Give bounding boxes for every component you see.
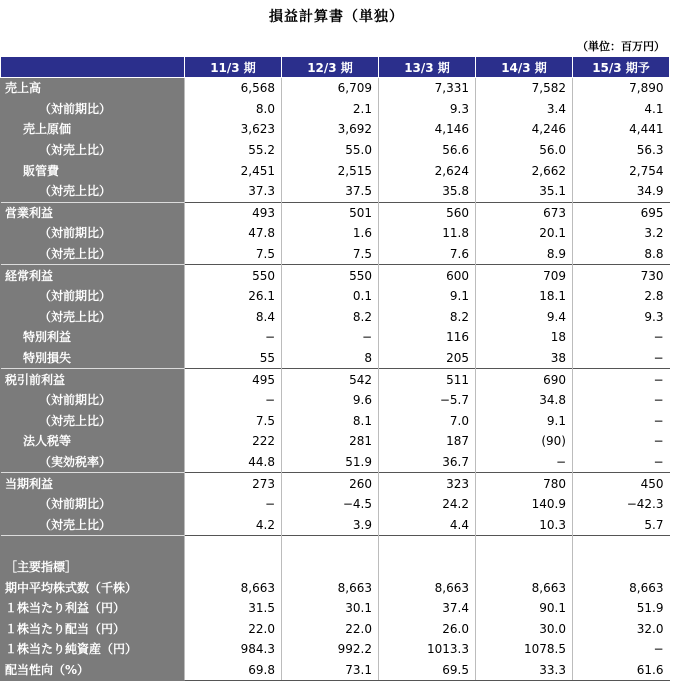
row-label: （対前期比） (1, 494, 185, 515)
table-row (1, 598, 670, 619)
table-row (1, 514, 670, 535)
cell-value: 22.0 (282, 618, 379, 639)
cell-value: 51.9 (282, 452, 379, 473)
cell-value: 4.4 (379, 514, 476, 535)
cell-value: 3.2 (573, 223, 670, 244)
cell-value: 695 (573, 202, 670, 223)
cell-value: 4,146 (379, 119, 476, 140)
row-label: （対売上比） (1, 140, 185, 161)
table-row (1, 202, 670, 223)
cell-value: 1078.5 (476, 639, 573, 660)
row-label: 当期利益 (1, 473, 185, 494)
cell-value: 37.4 (379, 598, 476, 619)
column-header: 11/3 期 (185, 57, 282, 78)
cell-value: 31.5 (185, 598, 282, 619)
cell-value: 8 (282, 348, 379, 369)
cell-value (282, 536, 379, 557)
row-label: （対売上比） (1, 411, 185, 432)
unit-note: （単位：百万円） (577, 40, 665, 53)
cell-value: 9.4 (476, 307, 573, 328)
row-label: １株当たり利益（円） (1, 598, 185, 619)
table-row (1, 160, 670, 181)
cell-value (185, 557, 282, 578)
cell-value: 4,246 (476, 119, 573, 140)
cell-value: 8,663 (185, 577, 282, 598)
page-title: 損益計算書（単独） (269, 9, 404, 25)
cell-value: 690 (476, 369, 573, 390)
row-label: 配当性向（%） (1, 660, 185, 681)
row-label: （対売上比） (1, 181, 185, 202)
cell-value (573, 536, 670, 557)
cell-value: 2,754 (573, 160, 670, 181)
cell-value: 26.0 (379, 618, 476, 639)
cell-value: − (573, 369, 670, 390)
cell-value: 222 (185, 431, 282, 452)
cell-value: 709 (476, 265, 573, 286)
cell-value: 26.1 (185, 286, 282, 307)
row-label: （対前期比） (1, 223, 185, 244)
cell-value: 273 (185, 473, 282, 494)
cell-value: 7.0 (379, 411, 476, 432)
cell-value: 992.2 (282, 639, 379, 660)
cell-value: 9.3 (379, 99, 476, 120)
cell-value: 47.8 (185, 223, 282, 244)
cell-value: 30.1 (282, 598, 379, 619)
header-corner (1, 57, 185, 78)
cell-value: 18 (476, 327, 573, 348)
cell-value: 542 (282, 369, 379, 390)
table-row (1, 265, 670, 286)
cell-value: − (573, 411, 670, 432)
cell-value: 2,624 (379, 160, 476, 181)
cell-value: 2.1 (282, 99, 379, 120)
cell-value: − (573, 431, 670, 452)
cell-value: 2,451 (185, 160, 282, 181)
cell-value: 55.0 (282, 140, 379, 161)
cell-value: − (573, 327, 670, 348)
table-row (1, 99, 670, 120)
cell-value: 55 (185, 348, 282, 369)
cell-value: −42.3 (573, 494, 670, 515)
table-row (1, 639, 670, 660)
cell-value: 450 (573, 473, 670, 494)
cell-value: 780 (476, 473, 573, 494)
cell-value: 501 (282, 202, 379, 223)
cell-value: 6,568 (185, 78, 282, 99)
cell-value: 90.1 (476, 598, 573, 619)
cell-value: 3,623 (185, 119, 282, 140)
row-label: 経常利益 (1, 265, 185, 286)
table-row (1, 494, 670, 515)
cell-value (379, 536, 476, 557)
cell-value: 7.5 (185, 244, 282, 265)
cell-value: 3.4 (476, 99, 573, 120)
cell-value: − (573, 452, 670, 473)
cell-value: 37.3 (185, 181, 282, 202)
cell-value: 33.3 (476, 660, 573, 681)
cell-value: 2,515 (282, 160, 379, 181)
cell-value: 35.1 (476, 181, 573, 202)
table-row (1, 223, 670, 244)
cell-value: 35.8 (379, 181, 476, 202)
row-label: 売上原価 (1, 119, 185, 140)
cell-value: 8,663 (476, 577, 573, 598)
cell-value: 73.1 (282, 660, 379, 681)
cell-value (476, 536, 573, 557)
cell-value: 730 (573, 265, 670, 286)
cell-value: 8.4 (185, 307, 282, 328)
cell-value: 4,441 (573, 119, 670, 140)
row-label: 売上高 (1, 78, 185, 99)
cell-value: 30.0 (476, 618, 573, 639)
table-row (1, 577, 670, 598)
table-row (1, 327, 670, 348)
cell-value: 38 (476, 348, 573, 369)
row-label: （対売上比） (1, 307, 185, 328)
cell-value: 673 (476, 202, 573, 223)
cell-value: 4.2 (185, 514, 282, 535)
column-header: 13/3 期 (379, 57, 476, 78)
cell-value: 8.2 (282, 307, 379, 328)
table-row (1, 618, 670, 639)
cell-value: 600 (379, 265, 476, 286)
cell-value: 56.6 (379, 140, 476, 161)
cell-value: 69.8 (185, 660, 282, 681)
cell-value: 7.5 (282, 244, 379, 265)
cell-value: 550 (282, 265, 379, 286)
row-label: 期中平均株式数（千株） (1, 577, 185, 598)
row-label: 特別損失 (1, 348, 185, 369)
cell-value: 61.6 (573, 660, 670, 681)
cell-value: 8.0 (185, 99, 282, 120)
cell-value (379, 557, 476, 578)
cell-value: 20.1 (476, 223, 573, 244)
cell-value: 984.3 (185, 639, 282, 660)
cell-value: 56.3 (573, 140, 670, 161)
table-row (1, 119, 670, 140)
cell-value: 9.6 (282, 390, 379, 411)
row-label: （対前期比） (1, 99, 185, 120)
cell-value: − (476, 452, 573, 473)
cell-value: 7,582 (476, 78, 573, 99)
cell-value: − (185, 327, 282, 348)
row-label: （実効税率） (1, 452, 185, 473)
row-label: （対売上比） (1, 514, 185, 535)
cell-value: 8,663 (282, 577, 379, 598)
cell-value (573, 557, 670, 578)
cell-value: 32.0 (573, 618, 670, 639)
cell-value: − (573, 390, 670, 411)
cell-value: 4.1 (573, 99, 670, 120)
table-row (1, 473, 670, 494)
cell-value: 37.5 (282, 181, 379, 202)
cell-value: 18.1 (476, 286, 573, 307)
income-statement-table (0, 56, 670, 681)
column-header: 12/3 期 (282, 57, 379, 78)
cell-value: 56.0 (476, 140, 573, 161)
table-row (1, 348, 670, 369)
row-label: （対売上比） (1, 244, 185, 265)
cell-value: 11.8 (379, 223, 476, 244)
cell-value: 22.0 (185, 618, 282, 639)
table-row (1, 557, 670, 578)
cell-value: − (573, 348, 670, 369)
cell-value: 34.8 (476, 390, 573, 411)
cell-value: 560 (379, 202, 476, 223)
cell-value: 8.2 (379, 307, 476, 328)
cell-value: 205 (379, 348, 476, 369)
row-label: １株当たり配当（円） (1, 618, 185, 639)
cell-value: − (185, 390, 282, 411)
cell-value: 9.3 (573, 307, 670, 328)
cell-value: 8.8 (573, 244, 670, 265)
row-label: ［主要指標］ (1, 557, 185, 578)
cell-value: 1013.3 (379, 639, 476, 660)
cell-value: 281 (282, 431, 379, 452)
cell-value: 3,692 (282, 119, 379, 140)
cell-value: 2.8 (573, 286, 670, 307)
table-row (1, 452, 670, 473)
table-row (1, 244, 670, 265)
cell-value: 69.5 (379, 660, 476, 681)
cell-value (282, 557, 379, 578)
cell-value: −4.5 (282, 494, 379, 515)
cell-value: 7,890 (573, 78, 670, 99)
table-row (1, 431, 670, 452)
cell-value: 8.1 (282, 411, 379, 432)
row-label: （対前期比） (1, 286, 185, 307)
table-row (1, 181, 670, 202)
cell-value: 493 (185, 202, 282, 223)
cell-value: 0.1 (282, 286, 379, 307)
cell-value: 51.9 (573, 598, 670, 619)
row-label: （対前期比） (1, 390, 185, 411)
cell-value: 6,709 (282, 78, 379, 99)
cell-value: 9.1 (379, 286, 476, 307)
cell-value: 55.2 (185, 140, 282, 161)
cell-value: 44.8 (185, 452, 282, 473)
cell-value: − (573, 639, 670, 660)
cell-value: 8,663 (379, 577, 476, 598)
column-header: 14/3 期 (476, 57, 573, 78)
cell-value: 2,662 (476, 160, 573, 181)
table-row (1, 286, 670, 307)
cell-value: 550 (185, 265, 282, 286)
cell-value: 9.1 (476, 411, 573, 432)
cell-value: 511 (379, 369, 476, 390)
cell-value (185, 536, 282, 557)
table-row (1, 307, 670, 328)
cell-value: (90) (476, 431, 573, 452)
cell-value: −5.7 (379, 390, 476, 411)
cell-value: 36.7 (379, 452, 476, 473)
cell-value: − (282, 327, 379, 348)
cell-value: 7.6 (379, 244, 476, 265)
cell-value: 323 (379, 473, 476, 494)
row-label: 販管費 (1, 160, 185, 181)
header-row (1, 57, 670, 78)
cell-value: 116 (379, 327, 476, 348)
cell-value: 5.7 (573, 514, 670, 535)
cell-value: 3.9 (282, 514, 379, 535)
row-label: 営業利益 (1, 202, 185, 223)
column-header: 15/3 期予 (573, 57, 670, 78)
row-label: 法人税等 (1, 431, 185, 452)
table-row (1, 536, 670, 557)
row-label (1, 536, 185, 557)
table-row (1, 411, 670, 432)
table-row (1, 390, 670, 411)
cell-value: 7,331 (379, 78, 476, 99)
cell-value: 140.9 (476, 494, 573, 515)
cell-value: 1.6 (282, 223, 379, 244)
row-label: 税引前利益 (1, 369, 185, 390)
cell-value: − (185, 494, 282, 515)
cell-value: 260 (282, 473, 379, 494)
cell-value: 8,663 (573, 577, 670, 598)
row-label: 特別利益 (1, 327, 185, 348)
cell-value: 24.2 (379, 494, 476, 515)
cell-value: 495 (185, 369, 282, 390)
cell-value: 187 (379, 431, 476, 452)
table-row (1, 140, 670, 161)
cell-value (476, 557, 573, 578)
cell-value: 34.9 (573, 181, 670, 202)
cell-value: 8.9 (476, 244, 573, 265)
table-row (1, 78, 670, 99)
cell-value: 7.5 (185, 411, 282, 432)
cell-value: 10.3 (476, 514, 573, 535)
row-label: １株当たり純資産（円） (1, 639, 185, 660)
table-row (1, 369, 670, 390)
